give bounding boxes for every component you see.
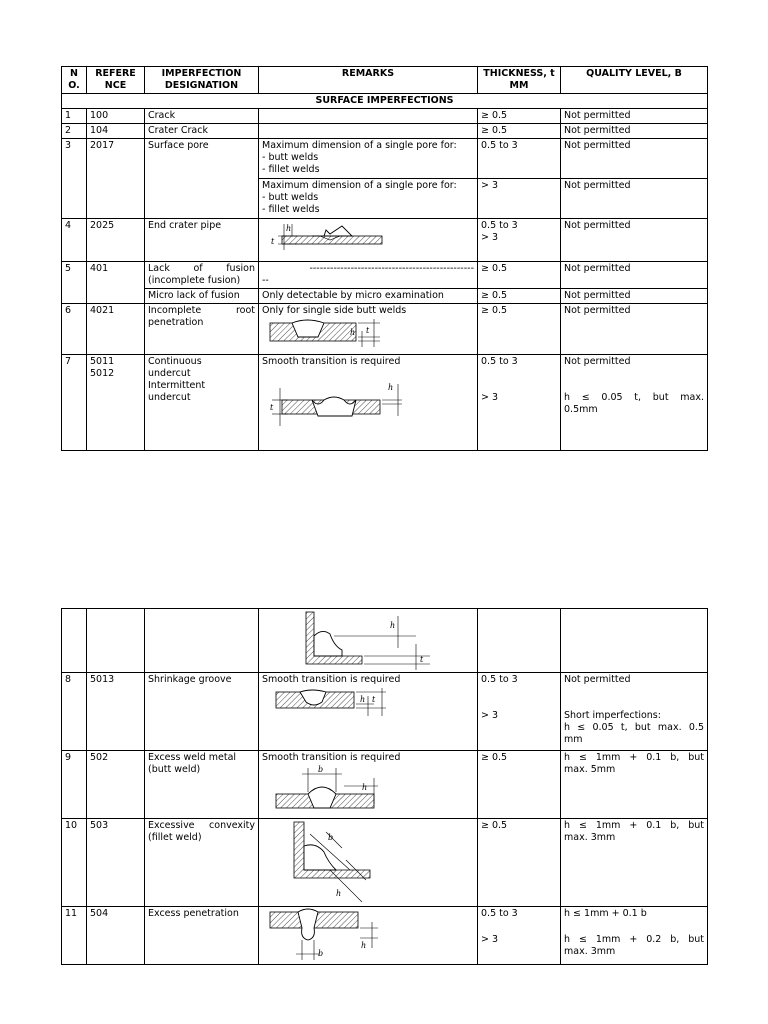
- row-quality: Not permitted: [561, 289, 708, 304]
- row-remarks: Smooth transition is required b h: [259, 751, 478, 819]
- row-remarks: [259, 109, 478, 124]
- imperfections-table-page2: [61, 608, 708, 965]
- row-ref: 503: [87, 819, 145, 907]
- fillet-undercut-diagram: [298, 610, 448, 670]
- end-crater-pipe-diagram: [262, 220, 392, 256]
- row-remarks: ------------------------------------------------ --: [259, 262, 478, 289]
- row-ref: 4021: [87, 304, 145, 355]
- row-thickness: ≥ 0.5: [478, 262, 561, 289]
- diagram-label-h: h: [388, 383, 394, 392]
- row-no: 8: [62, 673, 87, 751]
- row-no: 3: [62, 139, 87, 219]
- row-remarks: [259, 907, 478, 965]
- row-ref: 5013: [87, 673, 145, 751]
- diagram-label-t: t: [372, 695, 376, 704]
- diagram-label-b: b: [318, 765, 324, 774]
- row-quality: Not permitted: [561, 139, 708, 179]
- row-no: 6: [62, 304, 87, 355]
- imperfections-table-page1: [61, 66, 708, 451]
- row-thickness: [478, 609, 561, 673]
- row-no: 4: [62, 219, 87, 262]
- row-remarks: [259, 819, 478, 907]
- diagram-label-h: h: [362, 783, 368, 792]
- row-no: 1: [62, 109, 87, 124]
- row-remarks: Smooth transition is required h t: [259, 673, 478, 751]
- row-designation: Lack of fusion (incomplete fusion): [145, 262, 259, 289]
- row-designation: Crack: [145, 109, 259, 124]
- header-thickness: THICKNESS, t MM: [478, 67, 561, 94]
- header-quality: QUALITY LEVEL, B: [561, 67, 708, 94]
- row-thickness: ≥ 0.5: [478, 819, 561, 907]
- header-row: [62, 67, 708, 94]
- header-no: N O.: [62, 67, 87, 94]
- row-quality: Not permitted: [561, 304, 708, 355]
- row-quality: [561, 609, 708, 673]
- row-quality: Not permitted Short imperfections: h ≤ 0.05 t, but max. 0.5 mm: [561, 673, 708, 751]
- shrinkage-groove-diagram: [262, 686, 402, 720]
- row-remarks: Only for single side butt welds h t: [259, 304, 478, 355]
- row-designation: Excess weld metal (butt weld): [145, 751, 259, 819]
- row-thickness: 0.5 to 3: [478, 139, 561, 179]
- row-remarks: Smooth transition is required t h: [259, 355, 478, 451]
- diagram-label-t: t: [271, 237, 275, 246]
- table-row: [62, 751, 708, 819]
- row-ref: 100: [87, 109, 145, 124]
- row-quality: h ≤ 1mm + 0.1 b, but max. 5mm: [561, 751, 708, 819]
- row-remarks: Maximum dimension of a single pore for: - butt welds - fillet welds: [259, 139, 478, 179]
- row-quality: h ≤ 1mm + 0.1 b, but max. 3mm: [561, 819, 708, 907]
- row-ref: 502: [87, 751, 145, 819]
- table-row: [62, 673, 708, 751]
- row-remarks: [259, 609, 478, 673]
- row-designation: Micro lack of fusion: [145, 289, 259, 304]
- row-designation: Shrinkage groove: [145, 673, 259, 751]
- row-ref: 104: [87, 124, 145, 139]
- row-no: [62, 609, 87, 673]
- row-ref: 401: [87, 262, 145, 304]
- diagram-label-b: b: [318, 949, 324, 958]
- row-designation: Incomplete root penetration: [145, 304, 259, 355]
- row-thickness: > 3: [478, 179, 561, 219]
- table-row: [62, 355, 708, 451]
- header-remarks: REMARKS: [259, 67, 478, 94]
- diagram-label-t: t: [270, 403, 274, 412]
- row-ref: 2017: [87, 139, 145, 219]
- row-designation: [145, 609, 259, 673]
- diagram-label-b: b: [328, 833, 334, 842]
- row-remarks: [259, 219, 478, 262]
- row-thickness: ≥ 0.5: [478, 304, 561, 355]
- diagram-label-h: h: [361, 941, 367, 950]
- row-ref: 504: [87, 907, 145, 965]
- row-thickness: ≥ 0.5: [478, 124, 561, 139]
- row-remarks: Only detectable by micro examination: [259, 289, 478, 304]
- row-no: 2: [62, 124, 87, 139]
- header-reference: REFERE NCE: [87, 67, 145, 94]
- row-quality: Not permitted: [561, 179, 708, 219]
- diagram-label-h: h: [286, 224, 292, 233]
- row-thickness: 0.5 to 3 > 3: [478, 673, 561, 751]
- row-no: 11: [62, 907, 87, 965]
- row-quality: Not permitted: [561, 219, 708, 262]
- excessive-convexity-diagram: [290, 820, 440, 904]
- row-designation: Surface pore: [145, 139, 259, 219]
- row-designation: Continuous undercut Intermittent undercut: [145, 355, 259, 451]
- row-quality: Not permitted h ≤ 0.05 t, but max. 0.5mm: [561, 355, 708, 451]
- row-thickness: ≥ 0.5: [478, 289, 561, 304]
- diagram-label-t: t: [366, 326, 370, 335]
- table-row: [62, 139, 708, 179]
- section-title: SURFACE IMPERFECTIONS: [62, 94, 708, 109]
- diagram-label-h: h: [336, 889, 342, 898]
- row-no: 5: [62, 262, 87, 304]
- incomplete-root-penetration-diagram: [262, 317, 392, 349]
- row-quality: Not permitted: [561, 262, 708, 289]
- row-no: 7: [62, 355, 87, 451]
- row-ref: [87, 609, 145, 673]
- row-ref: 5011 5012: [87, 355, 145, 451]
- row-quality: Not permitted: [561, 109, 708, 124]
- row-thickness: ≥ 0.5: [478, 751, 561, 819]
- row-remarks: Maximum dimension of a single pore for: - butt welds - fillet welds: [259, 179, 478, 219]
- row-thickness: ≥ 0.5: [478, 109, 561, 124]
- table-row: [62, 219, 708, 262]
- row-remarks: [259, 124, 478, 139]
- table-row: [62, 907, 708, 965]
- undercut-diagram: [262, 374, 412, 430]
- row-quality: h ≤ 1mm + 0.1 b h ≤ 1mm + 0.2 b, but max. 3mm: [561, 907, 708, 965]
- table-row: [62, 609, 708, 673]
- row-designation: Crater Crack: [145, 124, 259, 139]
- row-no: 10: [62, 819, 87, 907]
- diagram-label-h: h: [350, 328, 356, 337]
- diagram-label-t: t: [420, 655, 424, 664]
- table-row: [62, 819, 708, 907]
- excess-penetration-diagram: [262, 908, 402, 962]
- row-no: 9: [62, 751, 87, 819]
- row-designation: Excessive convexity (fillet weld): [145, 819, 259, 907]
- row-quality: Not permitted: [561, 124, 708, 139]
- table-row: [62, 304, 708, 355]
- diagram-label-h: h: [390, 621, 396, 630]
- header-designation: IMPERFECTION DESIGNATION: [145, 67, 259, 94]
- row-designation: End crater pipe: [145, 219, 259, 262]
- table-row: [62, 289, 708, 304]
- table-row: [62, 109, 708, 124]
- diagram-label-h: h: [360, 695, 366, 704]
- row-thickness: 0.5 to 3 > 3: [478, 219, 561, 262]
- row-ref: 2025: [87, 219, 145, 262]
- table-row: [62, 124, 708, 139]
- row-thickness: 0.5 to 3 > 3: [478, 355, 561, 451]
- table-row: [62, 262, 708, 289]
- row-thickness: 0.5 to 3 > 3: [478, 907, 561, 965]
- excess-weld-metal-diagram: [262, 764, 402, 814]
- row-designation: Excess penetration: [145, 907, 259, 965]
